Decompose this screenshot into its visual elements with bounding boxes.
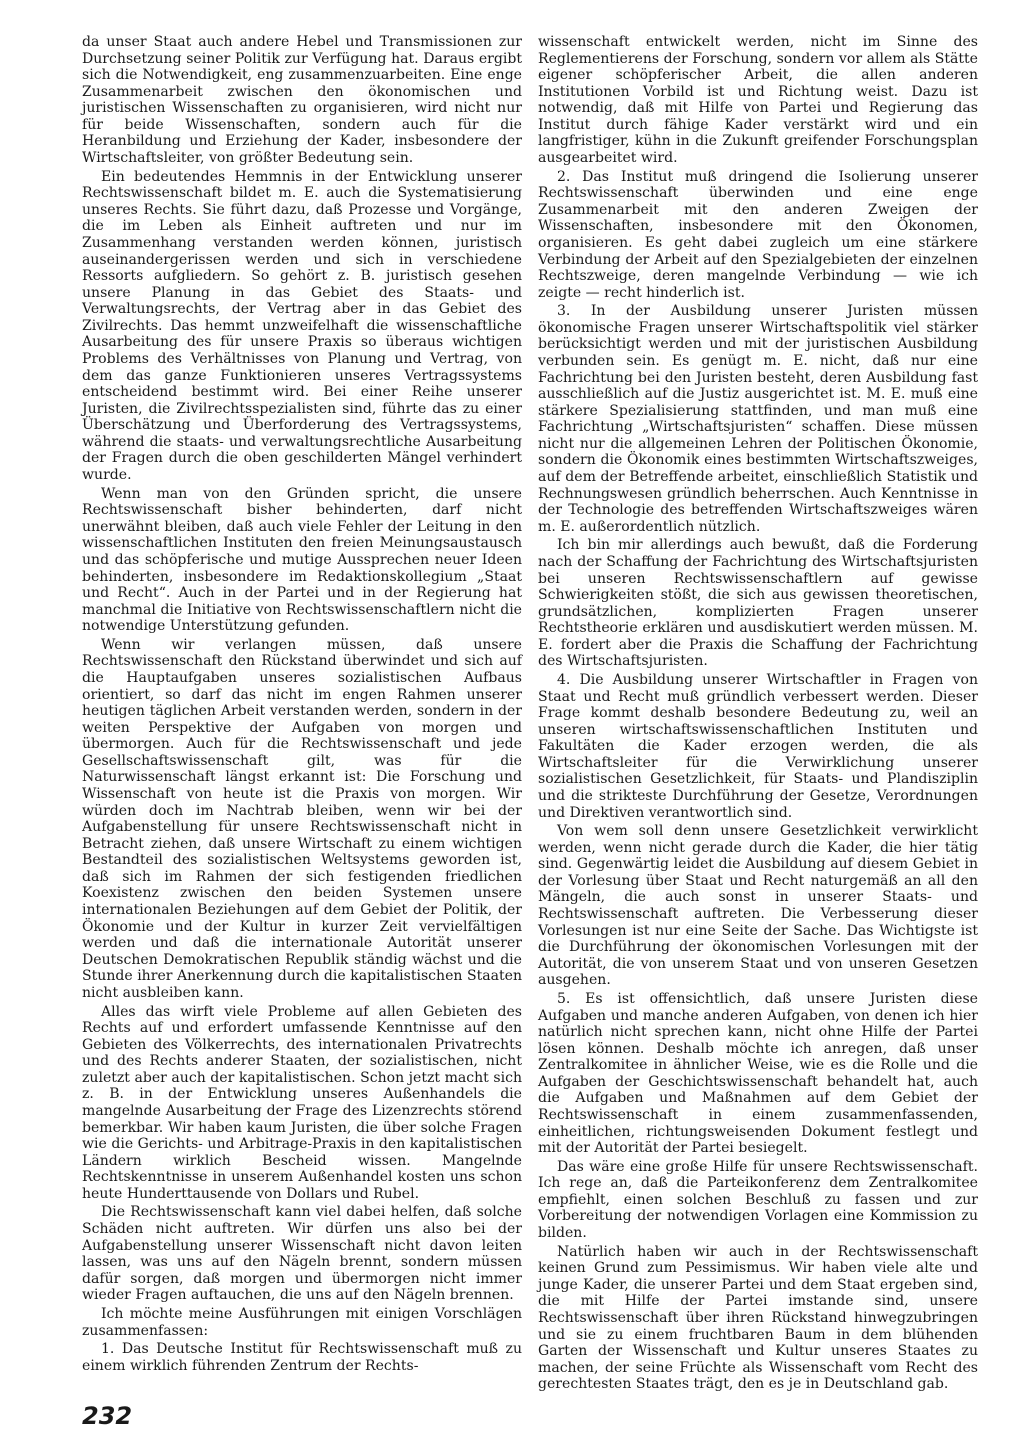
paragraph: 1. Das Deutsche Institut für Rechtswissenschaft muß zu einem wirklich führenden Zentrum der Rechts- (82, 1341, 522, 1374)
paragraph: 4. Die Ausbildung unserer Wirtschaftler in Fragen von Staat und Recht muß gründlich verbessert werden. Dieser Frage kommt deshalb besondere Bedeutung zu, weil an unseren wirtschaftswissenschaftlichen Instituten und Fakultäten die Kader erzogen werden, die als Wirtschaftsleiter für die Verwirklichung unserer sozialistischen Gesetzlichkeit, für Staats- und Plandisziplin und die strikteste Durchführung der Gesetze, Verordnungen und Direktiven verantwortlich sind. (538, 671, 978, 821)
paragraph: 5. Es ist offensichtlich, daß unsere Juristen diese Aufgaben und manche anderen Aufgaben, von denen ich hier natürlich nicht sprechen kann, nicht ohne Hilfe der Partei lösen können. Deshalb möchte ich anregen, daß unser Zentralkomitee in ähnlicher Weise, wie es die Rolle und die Aufgaben der Geschichtswissenschaft behandelt hat, auch die Aufgaben und Maßnahmen auf dem Gebiet der Rechtswissenschaft in einem zusammenfassenden, einheitlichen, richtungsweisenden Dokument festlegt und mit der Autorität der Partei besiegelt. (538, 990, 978, 1157)
paragraph: Ich möchte meine Ausführungen mit einigen Vorschlägen zusammenfassen: (82, 1305, 522, 1339)
right-column (538, 34, 978, 1395)
paragraph: Ich bin mir allerdings auch bewußt, daß die Forderung nach der Schaffung der Fachrichtung des Wirtschaftsjuristen bei unseren Rechtswissenschaftlern auf gewisse Schwierigkeiten stößt, die sich aus gewissen theoretischen, grundsätzlichen, komplizierten Fragen unserer Rechtstheorie erklären und ausdiskutiert werden müssen. M. E. fordert aber die Praxis die Schaffung der Fachrichtung des Wirtschaftsjuristen. (538, 537, 978, 670)
paragraph: Von wem soll denn unsere Gesetzlichkeit verwirklicht werden, wenn nicht gerade durch die Kader, die hier tätig sind. Gegenwärtig leidet die Ausbildung auf diesem Gebiet in der Vorlesung über Staat und Recht naturgemäß an all den Mängeln, die auch sonst in unserer Staats- und Rechtswissenschaft auftreten. Die Verbesserung dieser Vorlesungen ist nur eine Seite der Sache. Das Wichtigste ist die Durchführung der ökonomischen Vorlesungen mit der Autorität, die von unserem Staat und von unseren Gesetzen ausgehen. (538, 823, 978, 989)
page-number: 232 (82, 1402, 133, 1430)
paragraph: Wenn wir verlangen müssen, daß unsere Rechtswissenschaft den Rückstand überwindet und sich auf die Hauptaufgaben unseres sozialistischen Aufbaus orientiert, so darf das nicht im engen Rahmen unserer heutigen täglichen Arbeit verstanden werden, sondern in der weiten Perspektive der Aufgaben von morgen und übermorgen. Auch für die Rechtswissenschaft und jede Gesellschaftswissenschaft gilt, was für die Naturwissenschaft längst erkannt ist: Die Forschung und Wissenschaft von heute ist die Praxis von morgen. Wir würden doch im Nachtrab bleiben, wenn wir bei der Aufgabenstellung für unsere Rechtswissenschaft nicht in Betracht ziehen, daß unsere Wirtschaft zu einem wichtigen Bestandteil des sozialistischen Weltsystems geworden ist, daß sich im Rahmen der sich festigenden friedlichen Koexistenz zwischen den beiden Systemen unsere internationalen Beziehungen auf dem Gebiet der Politik, der Ökonomie und der Kultur in kurzer Zeit vervielfältigen werden und daß die internationale Autorität unserer Deutschen Demokratischen Republik ständig wächst und die Stunde ihrer Anerkennung durch die kapitalistischen Staaten nicht ausbleiben kann. (82, 636, 522, 1001)
paragraph: 3. In der Ausbildung unserer Juristen müssen ökonomische Fragen unserer Wirtschaftspolitik viel stärker berücksichtigt werden und mit der juristischen Ausbildung verbunden sein. Es genügt m. E. nicht, daß nur eine Fachrichtung bei den Juristen besteht, deren Ausbildung fast ausschließlich auf die Justiz ausgerichtet ist. M. E. muß eine stärkere Spezialisierung stattfinden, und man muß eine Fachrichtung „Wirtschaftsjuristen“ schaffen. Diese müssen nicht nur die allgemeinen Lehren der Politischen Ökonomie, sondern die Ökonomik eines bestimmten Wirtschaftszweiges, auf dem der Betreffende arbeitet, einschließlich Statistik und Rechnungswesen gründlich beherrschen. Auch Kenntnisse in der Technologie des betreffenden Wirtschaftszweiges wären m. E. außerordentlich nützlich. (538, 303, 978, 535)
paragraph: da unser Staat auch andere Hebel und Transmissionen zur Durchsetzung seiner Politik zur Verfügung hat. Daraus ergibt sich die Notwendigkeit, eng zusammenzuarbeiten. Eine enge Zusammenarbeit zwischen den ökonomischen und juristischen Wissenschaften zu organisieren, wird nicht nur für beide Wissenschaften, sondern auch für die Heranbildung und Erziehung der Kader, insbesondere der Wirtschaftsleiter, von größter Bedeutung sein. (82, 34, 522, 167)
paragraph: Ein bedeutendes Hemmnis in der Entwicklung unserer Rechtswissenschaft bildet m. E. auch die Systematisierung unseres Rechts. Sie führt dazu, daß Prozesse und Vorgänge, die im Leben als Einheit auftreten und nur im Zusammenhang verstanden werden können, juristisch auseinandergerissen werden und sich in verschiedene Ressorts aufgliedern. So gehört z. B. juristisch gesehen unsere Planung in das Gebiet des Staats- und Verwaltungsrechts, der Vertrag aber in das Gebiet des Zivilrechts. Das hemmt unzweifelhaft die wissenschaftliche Ausarbeitung des für unsere Praxis so überaus wichtigen Problems des Verhältnisses von Planung und Vertrag, von dem das ganze Funktionieren unseres Vertragssystems entscheidend bestimmt wird. Bei einer Reihe unserer Juristen, die Zivilrechtsspezialisten sind, führte das zu einer Überschätzung und Überforderung des Vertragssystems, während die staats- und verwaltungsrechtliche Ausarbeitung der Fragen durch die oben geschilderten Mängel verhindert wurde. (82, 168, 522, 484)
paragraph: Alles das wirft viele Probleme auf allen Gebieten des Rechts auf und erfordert umfassende Kenntnisse auf den Gebieten des Völkerrechts, des internationalen Privatrechts und des Rechts anderer Staaten, der sozialistischen, nicht zuletzt aber auch der kapitalistischen. Schon jetzt macht sich z. B. in der Entwicklung unseres Außenhandels die mangelnde Ausarbeitung der Frage des Lizenzrechts störend bemerkbar. Wir haben kaum Juristen, die über solche Fragen wie die Gerichts- und Arbitrage-Praxis in den kapitalistischen Ländern wirklich Bescheid wissen. Mangelnde Rechtskenntnisse in unserem Außenhandel kosten uns schon heute Hunderttausende von Dollars und Rubel. (82, 1003, 522, 1202)
paragraph: Natürlich haben wir auch in der Rechtswissenschaft keinen Grund zum Pessimismus. Wir haben viele alte und junge Kader, die unserer Partei und dem Staat ergeben sind, die mit Hilfe der Partei imstande sind, unsere Rechtswissenschaft über ihren Rückstand hinwegzubringen und sie zu einem fruchtbaren Baum in dem blühenden Garten der Wissenschaft und Kultur unseres Staates zu machen, der seine Früchte als Wissenschaft vom Recht des gerechtesten Staates trägt, den es je in Deutschland gab. (538, 1243, 978, 1393)
paragraph: 2. Das Institut muß dringend die Isolierung unserer Rechtswissenschaft überwinden und eine enge Zusammenarbeit mit den anderen Zweigen der Wissenschaften, insbesondere mit den Ökonomen, organisieren. Es geht dabei zugleich um eine stärkere Verbindung der Arbeit auf den Spezialgebieten der einzelnen Rechtszweige, deren mangelnde Verbindung — wie ich zeigte — recht hinderlich ist. (538, 168, 978, 301)
paragraph: Die Rechtswissenschaft kann viel dabei helfen, daß solche Schäden nicht auftreten. Wir dürfen uns also bei der Aufgabenstellung unserer Wissenschaft nicht davon leiten lassen, was uns auf den Nägeln brennt, sondern müssen dafür sorgen, daß morgen und übermorgen nicht immer wieder Fragen auftauchen, die uns auf den Nägeln brennen. (82, 1204, 522, 1304)
paragraph: Das wäre eine große Hilfe für unsere Rechtswissenschaft. Ich rege an, daß die Parteikonferenz dem Zentralkomitee empfiehlt, einen solchen Beschluß zu fassen und zur Vorbereitung der notwendigen Vorlagen eine Kommission zu bilden. (538, 1158, 978, 1242)
left-column (82, 34, 522, 1376)
paragraph: Wenn man von den Gründen spricht, die unsere Rechtswissenschaft bisher behinderten, darf nicht unerwähnt bleiben, daß auch viele Fehler der Leitung in den wissenschaftlichen Instituten den freien Meinungsaustausch und das schöpferische und mutige Aussprechen neuer Ideen behinderten, insbesondere im Redaktionskollegium „Staat und Recht“. Auch in der Partei und in der Regierung hat manchmal die Initiative von Rechtswissenschaftlern nicht die notwendige Unterstützung gefunden. (82, 485, 522, 635)
paragraph: wissenschaft entwickelt werden, nicht im Sinne des Reglementierens der Forschung, sondern vor allem als Stätte eigener schöpferischer Arbeit, die allen anderen Institutionen Vorbild ist und Richtung weist. Dazu ist notwendig, daß mit Hilfe von Partei und Regierung das Institut durch fähige Kader verstärkt wird und ein langfristiger, kühn in die Zukunft greifender Forschungsplan ausgearbeitet wird. (538, 34, 978, 167)
